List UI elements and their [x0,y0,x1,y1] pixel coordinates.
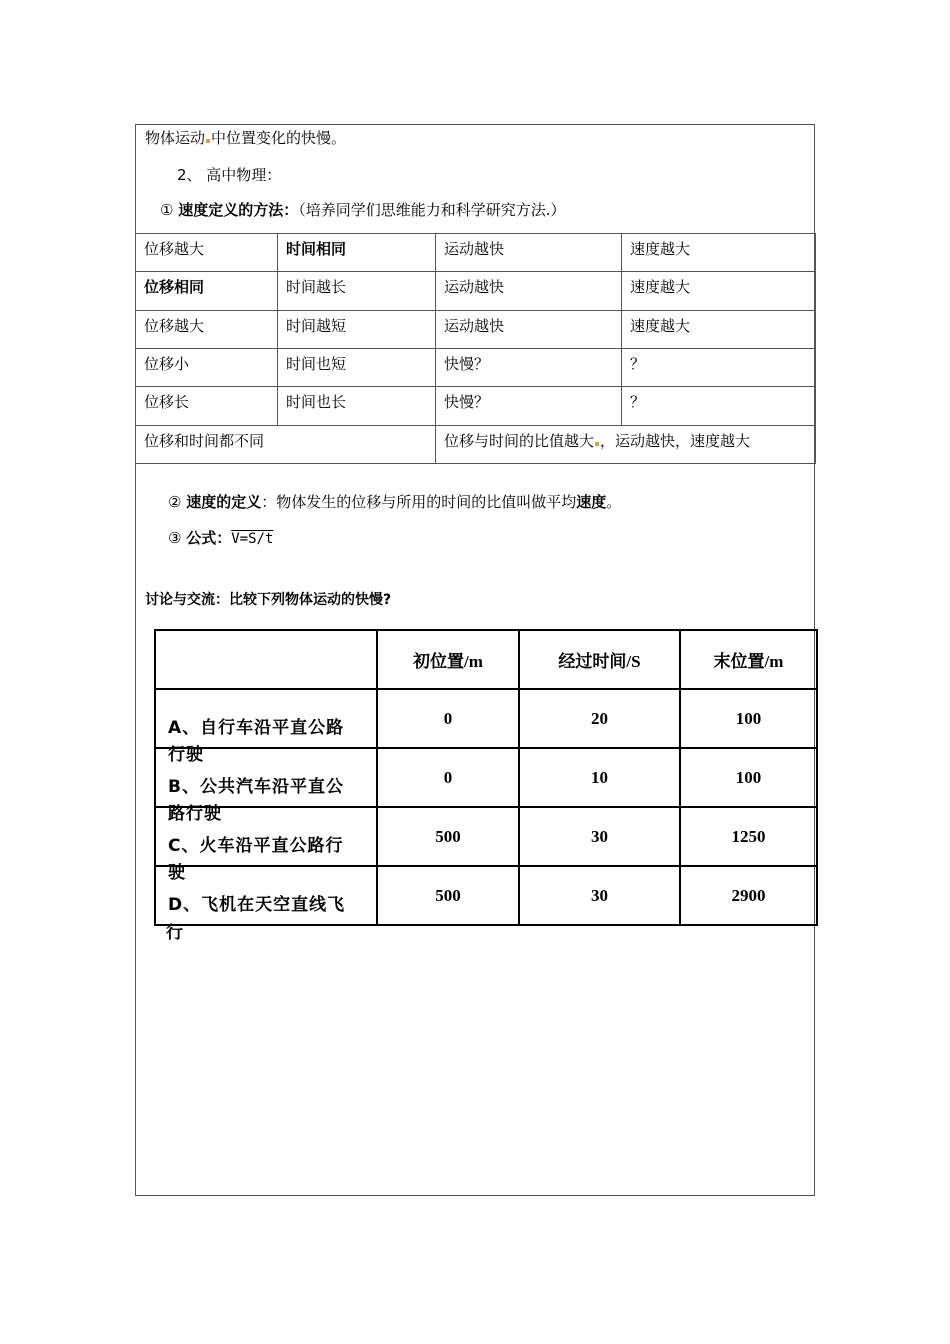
definition-term: 速度 [576,493,607,511]
table-cell: 100 [680,748,817,807]
table-cell: ？ [622,387,816,425]
table-cell: 速度越大 [622,310,816,348]
definition-colon: ： [261,493,277,511]
object-name: D、飞机在天空直线飞 [168,895,346,915]
discussion-title: 讨论与交流：比较下列物体运动的快慢? [145,592,392,608]
table-row [136,310,816,348]
table-row [136,387,816,425]
table-cell: 2900 [680,866,817,925]
header-cell: 初位置/m [377,630,519,689]
table-cell: 快慢？ [436,348,622,386]
table-cell: 运动越快 [436,234,622,272]
table-cell: 100 [680,689,817,748]
table-cell: 运动越快 [436,310,622,348]
table-cell: 0 [377,748,519,807]
table-cell: 位移越大 [136,310,278,348]
table-cell: 时间也短 [278,348,436,386]
table-cell: 时间越长 [278,272,436,310]
carry-text: 驶 [168,863,186,883]
object-cell [155,804,377,866]
object-name: A、自行车沿平直公路 [168,718,345,738]
table-cell: 位移小 [136,348,278,386]
formula-line [168,528,273,549]
header-cell: 经过时间/S [519,630,680,689]
table-row [136,234,816,272]
table-cell [436,425,816,463]
table-header-row [155,630,817,689]
ratio-conclusion: ，运动越快，速度越大 [600,431,751,450]
formula-num: ③ [168,529,182,547]
table-cell: 0 [377,689,519,748]
object-name: C、火车沿平直公路行 [168,836,344,856]
compare-table [135,233,816,464]
table-row [136,348,816,386]
motion-table [154,629,818,926]
table-cell: 时间也长 [278,387,436,425]
ratio-text: 位移与时间的比值越大 [444,431,595,450]
table-row [155,807,817,866]
table-cell: 30 [519,866,680,925]
header-cell: 末位置/m [680,630,817,689]
definition-line [168,492,621,512]
method-title: 速度定义的方法： [178,201,299,219]
table-cell: 位移越大 [136,234,278,272]
table-row [155,689,817,748]
table-cell: 位移和时间都不同 [136,425,436,463]
table-row [155,748,817,807]
mark-dot [595,442,599,446]
object-cell [155,863,377,925]
header-cell [155,630,377,689]
intro-text-b: 中位置变化的快慢。 [211,129,347,147]
table-cell: 时间相同 [278,234,436,272]
carry-text: 行驶 [168,745,204,765]
formula-value: V=S/t [231,531,274,547]
definition-label: 速度的定义 [186,493,262,511]
table-cell: 位移长 [136,387,278,425]
table-cell: 500 [377,866,519,925]
table-cell: 快慢？ [436,387,622,425]
definition-num: ② [168,493,182,511]
table-cell: 位移相同 [136,272,278,310]
mark-dot [206,139,210,143]
intro-line [145,128,346,148]
table-cell: 30 [519,807,680,866]
table-cell: 1250 [680,807,817,866]
formula-label: 公式： [186,529,232,547]
table-cell: 20 [519,689,680,748]
table-cell: ？ [622,348,816,386]
overflow-text: 行 [166,923,183,943]
table-row [136,425,816,463]
method-note: （培养同学们思维能力和科学研究方法.） [298,201,566,219]
table-row [155,866,817,925]
carry-text: 路行驶 [168,804,222,824]
object-name: B、公共汽车沿平直公 [168,777,344,797]
table-cell: 运动越快 [436,272,622,310]
table-cell: 速度越大 [622,234,816,272]
method-line [160,200,566,220]
definition-text: 物体发生的位移与所用的时间的比值叫做平均 [276,493,577,511]
section-heading: 2、 高中物理： [177,166,282,184]
table-cell: 10 [519,748,680,807]
table-cell: 时间越短 [278,310,436,348]
definition-end: 。 [606,493,622,511]
intro-text-a: 物体运动 [145,129,206,147]
method-num: ① [160,201,174,219]
table-cell: 速度越大 [622,272,816,310]
table-row [136,272,816,310]
table-cell: 500 [377,807,519,866]
